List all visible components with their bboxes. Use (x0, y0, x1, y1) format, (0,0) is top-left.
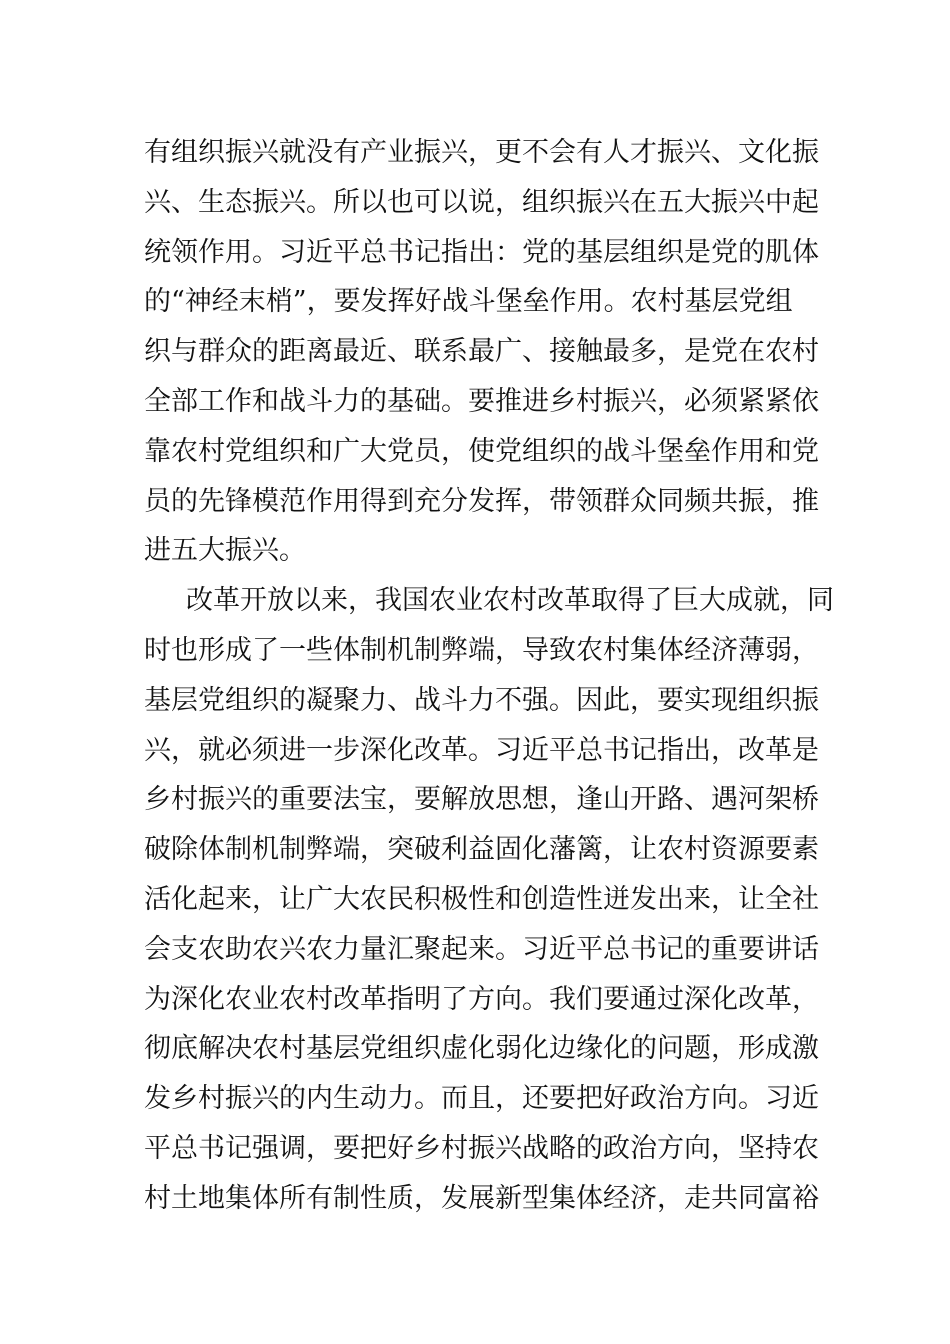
body-text (144, 128, 834, 1224)
text-line: 会支农助农兴农力量汇聚起来。习近平总书记的重要讲话 (144, 933, 819, 965)
paragraph-2 (144, 576, 834, 1223)
text-line: 村土地集体所有制性质，发展新型集体经济，走共同富裕 (144, 1182, 819, 1214)
text-line: 发乡村振兴的内生动力。而且，还要把好政治方向。习近 (144, 1083, 819, 1115)
text-line: 彻底解决农村基层党组织虚化弱化边缘化的问题，形成激 (144, 1033, 819, 1065)
text-line: 破除体制机制弊端，突破利益固化藩篱，让农村资源要素 (144, 834, 819, 866)
text-line: 兴、生态振兴。所以也可以说，组织振兴在五大振兴中起 (144, 186, 819, 218)
text-line: 进五大振兴。 (144, 535, 306, 567)
text-line: 活化起来，让广大农民积极性和创造性迸发出来，让全社 (144, 883, 819, 915)
text-line: 靠农村党组织和广大党员，使党组织的战斗堡垒作用和党 (144, 435, 819, 467)
text-line: 统领作用。习近平总书记指出：党的基层组织是党的肌体 (144, 236, 819, 268)
text-line: 时也形成了一些体制机制弊端，导致农村集体经济薄弱， (144, 634, 819, 666)
text-line: 织与群众的距离最近、联系最广、接触最多，是党在农村 (144, 336, 819, 368)
text-line: 全部工作和战斗力的基础。要推进乡村振兴，必须紧紧依 (144, 385, 819, 417)
text-line-first-indented: 改革开放以来，我国农业农村改革取得了巨大成就，同 (186, 585, 834, 617)
text-line: 基层党组织的凝聚力、战斗力不强。因此，要实现组织振 (144, 684, 819, 716)
text-line: 为深化农业农村改革指明了方向。我们要通过深化改革， (144, 983, 819, 1015)
text-line: 平总书记强调，要把好乡村振兴战略的政治方向，坚持农 (144, 1132, 819, 1164)
text-line: 的“神经末梢”，要发挥好战斗堡垒作用。农村基层党组 (144, 286, 793, 318)
text-line: 乡村振兴的重要法宝，要解放思想，逢山开路、遇河架桥 (144, 784, 819, 816)
text-line: 兴，就必须进一步深化改革。习近平总书记指出，改革是 (144, 734, 819, 766)
paragraph-1 (144, 128, 819, 576)
text-line: 员的先锋模范作用得到充分发挥，带领群众同频共振，推 (144, 485, 819, 517)
text-line: 有组织振兴就没有产业振兴，更不会有人才振兴、文化振 (144, 137, 819, 168)
